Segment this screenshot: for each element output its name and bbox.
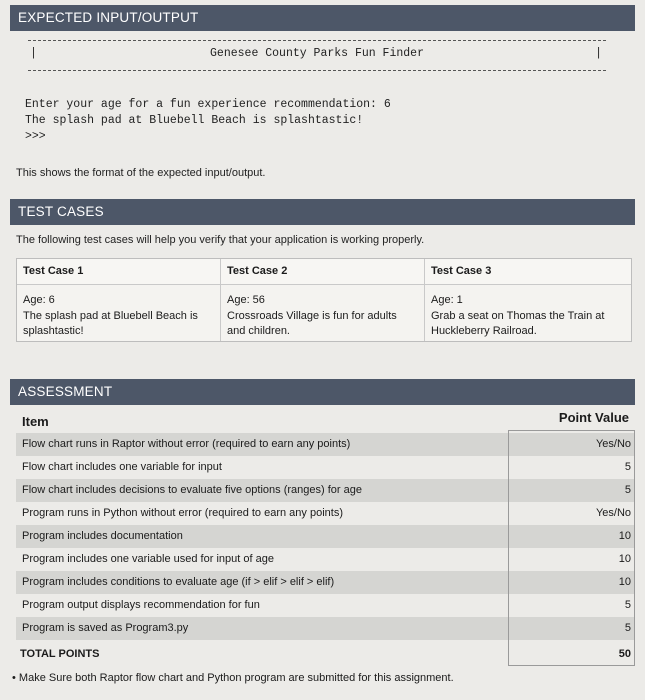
- expected-io-description: This shows the format of the expected input/output.: [16, 167, 266, 179]
- banner-left-bar: |: [30, 47, 37, 60]
- rubric-row: [16, 433, 635, 456]
- rubric-row: [16, 502, 635, 525]
- test-cases-table: [16, 258, 632, 342]
- rubric-item: Program includes one variable used for input of age: [22, 553, 274, 565]
- rubric-row: [16, 548, 635, 571]
- test-case-output: Grab a seat on Thomas the Train at Huckleberry Railroad.: [431, 309, 605, 337]
- rubric-row: [16, 479, 635, 502]
- section-heading-test-cases: TEST CASES: [10, 199, 635, 225]
- rubric-item: Flow chart runs in Raptor without error (required to earn any points): [22, 438, 351, 450]
- rubric-total-row: [16, 643, 635, 666]
- console-divider-bottom: [28, 70, 606, 71]
- test-case-column: [17, 259, 221, 341]
- rubric-item: Program output displays recommendation for fun: [22, 599, 260, 611]
- console-banner: [28, 47, 606, 65]
- rubric-points: 10: [618, 553, 631, 565]
- rubric-points: 5: [624, 461, 631, 473]
- test-case-column: [221, 259, 425, 341]
- test-case-title: Test Case 1: [17, 259, 220, 285]
- test-cases-description: The following test cases will help you verify that your application is working properly.: [16, 234, 425, 246]
- banner-title: Genesee County Parks Fun Finder: [210, 47, 424, 60]
- rubric-item: Program runs in Python without error (required to earn any points): [22, 507, 343, 519]
- console-result-line: The splash pad at Bluebell Beach is splashtastic!: [25, 114, 364, 127]
- rubric-row: [16, 594, 635, 617]
- test-case-input: Age: 1: [431, 294, 463, 306]
- test-case-output: Crossroads Village is fun for adults and children.: [227, 309, 397, 337]
- section-heading-expected-io: EXPECTED INPUT/OUTPUT: [10, 5, 635, 31]
- test-case-title: Test Case 2: [221, 259, 424, 285]
- total-points-value: 50: [618, 648, 631, 660]
- rubric-row: [16, 525, 635, 548]
- rubric-points: 10: [618, 576, 631, 588]
- rubric-points: Yes/No: [595, 507, 631, 519]
- test-case-output: The splash pad at Bluebell Beach is splashtastic!: [23, 309, 198, 337]
- rubric-item: Program includes conditions to evaluate age (if > elif > elif > elif): [22, 576, 335, 588]
- rubric-item: Flow chart includes one variable for input: [22, 461, 222, 473]
- rubric-points: 10: [618, 530, 631, 542]
- test-case-input: Age: 56: [227, 294, 265, 306]
- console-divider-top: [28, 40, 606, 41]
- rubric-points: Yes/No: [595, 438, 631, 450]
- rubric-row: [16, 456, 635, 479]
- rubric-row: [16, 571, 635, 594]
- console-output: [25, 97, 391, 145]
- rubric-item: Program is saved as Program3.py: [22, 622, 189, 634]
- bullet-icon: •: [12, 672, 16, 684]
- rubric-points: 5: [624, 622, 631, 634]
- test-case-input: Age: 6: [23, 294, 55, 306]
- assessment-item-header: Item: [22, 414, 49, 429]
- console-prompt-line: Enter your age for a fun experience recommendation: 6: [25, 98, 391, 111]
- rubric-points: 5: [624, 599, 631, 611]
- rubric-row: [16, 617, 635, 640]
- rubric-item: Program includes documentation: [22, 530, 183, 542]
- submission-note: [12, 672, 454, 684]
- banner-right-bar: |: [595, 47, 602, 60]
- test-case-title: Test Case 3: [425, 259, 631, 285]
- total-points-label: TOTAL POINTS: [20, 648, 100, 660]
- console-shell-prompt: >>>: [25, 130, 46, 143]
- rubric-item: Flow chart includes decisions to evaluate five options (ranges) for age: [22, 484, 362, 496]
- assessment-points-header: Point Value: [558, 410, 629, 425]
- section-heading-assessment: ASSESSMENT: [10, 379, 635, 405]
- rubric-points: 5: [624, 484, 631, 496]
- submission-note-text: Make Sure both Raptor flow chart and Python program are submitted for this assignment.: [18, 672, 454, 684]
- test-case-column: [425, 259, 631, 341]
